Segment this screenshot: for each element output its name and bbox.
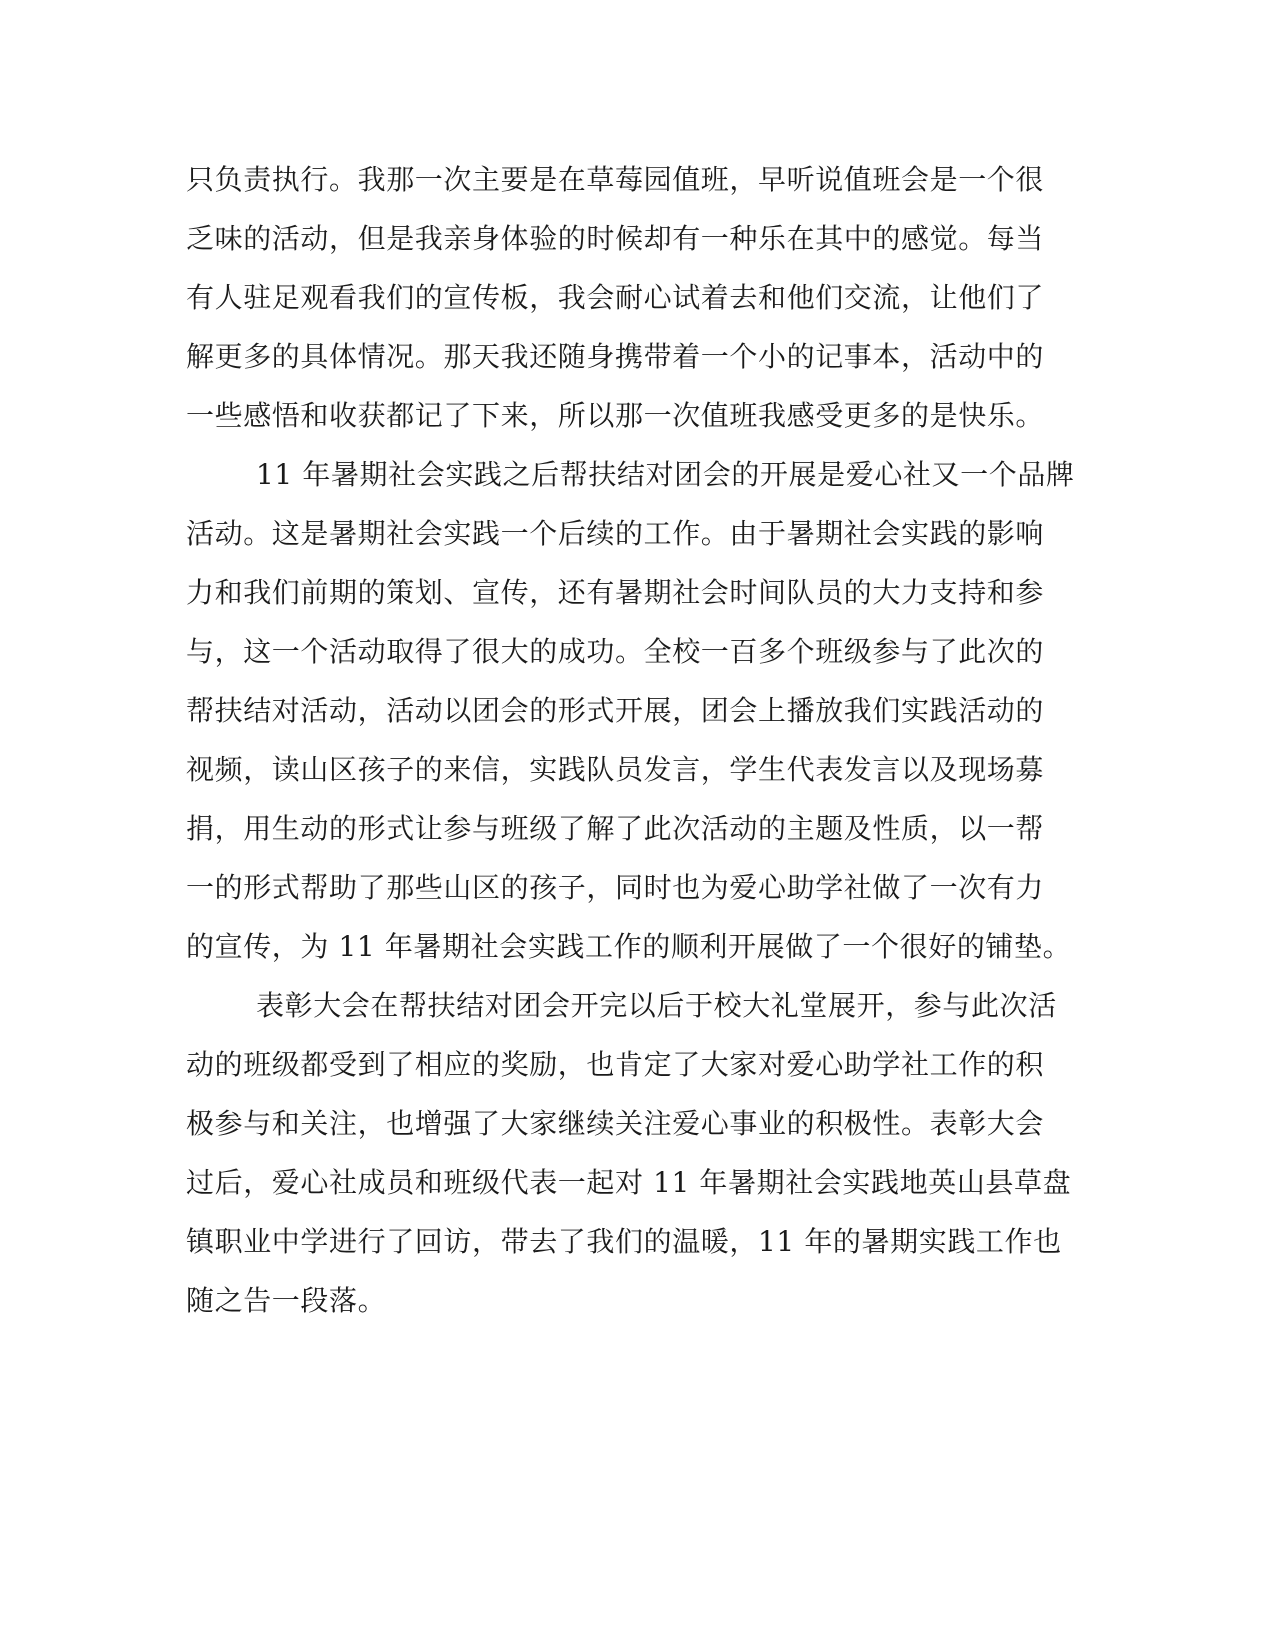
text-line: 力和我们前期的策划、宣传，还有暑期社会时间队员的大力支持和参: [186, 576, 1045, 609]
text-line: 随之告一段落。: [186, 1284, 387, 1317]
text-line: 一的形式帮助了那些山区的孩子，同时也为爱心助学社做了一次有力: [186, 871, 1045, 904]
text-line: 镇职业中学进行了回访，带去了我们的温暖，11 年的暑期实践工作也: [186, 1225, 1062, 1258]
paragraph-first-line: 表彰大会在帮扶结对团会开完以后于校大礼堂展开，参与此次活: [256, 989, 1057, 1022]
text-line: 动的班级都受到了相应的奖励，也肯定了大家对爱心助学社工作的积: [186, 1048, 1045, 1081]
text-line: 帮扶结对活动，活动以团会的形式开展，团会上播放我们实践活动的: [186, 694, 1045, 727]
text-line: 有人驻足观看我们的宣传板，我会耐心试着去和他们交流，让他们了: [186, 281, 1045, 314]
text-line: 过后，爱心社成员和班级代表一起对 11 年暑期社会实践地英山县草盘: [186, 1166, 1072, 1199]
text-line: 捐，用生动的形式让参与班级了解了此次活动的主题及性质，以一帮: [186, 812, 1045, 845]
text-line: 视频，读山区孩子的来信，实践队员发言，学生代表发言以及现场募: [186, 753, 1045, 786]
text-line: 只负责执行。我那一次主要是在草莓园值班，早听说值班会是一个很: [186, 163, 1045, 196]
text-line: 解更多的具体情况。那天我还随身携带着一个小的记事本，活动中的: [186, 340, 1045, 373]
text-line: 乏味的活动，但是我亲身体验的时候却有一种乐在其中的感觉。每当: [186, 222, 1045, 255]
text-line: 活动。这是暑期社会实践一个后续的工作。由于暑期社会实践的影响: [186, 517, 1045, 550]
text-line: 的宣传，为 11 年暑期社会实践工作的顺利开展做了一个很好的铺垫。: [186, 930, 1072, 963]
text-line: 与，这一个活动取得了很大的成功。全校一百多个班级参与了此次的: [186, 635, 1045, 668]
paragraph-first-line: 11 年暑期社会实践之后帮扶结对团会的开展是爱心社又一个品牌: [256, 458, 1075, 491]
text-line: 极参与和关注，也增强了大家继续关注爱心事业的积极性。表彰大会: [186, 1107, 1045, 1140]
text-line: 一些感悟和收获都记了下来，所以那一次值班我感受更多的是快乐。: [186, 399, 1045, 432]
